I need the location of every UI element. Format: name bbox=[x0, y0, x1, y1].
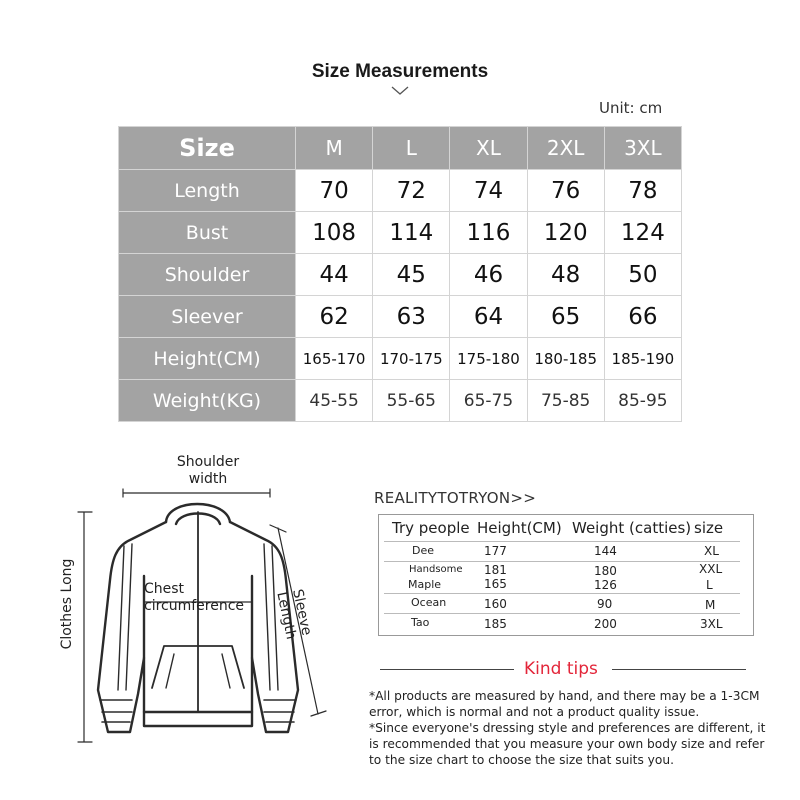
row-divider bbox=[384, 593, 740, 594]
shoulder-width-label: Shoulder width bbox=[176, 454, 240, 487]
table-cell: 72 bbox=[373, 170, 450, 212]
row-label-sleever: Sleever bbox=[119, 296, 296, 338]
tryon-weight: 180 bbox=[594, 564, 617, 578]
table-cell: 46 bbox=[450, 254, 527, 296]
tryon-name: Tao bbox=[411, 616, 430, 629]
table-cell: 65-75 bbox=[450, 380, 527, 422]
table-cell: 44 bbox=[296, 254, 373, 296]
tryon-height: 185 bbox=[484, 617, 507, 631]
tryon-weight: 126 bbox=[594, 578, 617, 592]
row-label-bust: Bust bbox=[119, 212, 296, 254]
row-label-weight: Weight(KG) bbox=[119, 380, 296, 422]
sleeve-length-label: Sleeve Length bbox=[273, 587, 315, 641]
tryon-size: XL bbox=[704, 544, 719, 558]
table-cell: 116 bbox=[450, 212, 527, 254]
table-cell: 66 bbox=[604, 296, 681, 338]
tryon-height: 165 bbox=[484, 577, 507, 591]
table-cell: 185-190 bbox=[604, 338, 681, 380]
table-cell: 65 bbox=[527, 296, 604, 338]
table-cell: 48 bbox=[527, 254, 604, 296]
shoulder-width-marker bbox=[123, 489, 270, 497]
row-label-shoulder: Shoulder bbox=[119, 254, 296, 296]
tryon-size: 3XL bbox=[700, 617, 723, 631]
chevron-down-icon bbox=[391, 86, 409, 96]
tryon-name: Maple bbox=[408, 578, 442, 591]
table-cell: 70 bbox=[296, 170, 373, 212]
table-cell: 45 bbox=[373, 254, 450, 296]
size-col-3xl: 3XL bbox=[604, 127, 681, 170]
tryon-header-size: size bbox=[694, 519, 724, 537]
tryon-name: Dee bbox=[412, 544, 435, 557]
table-cell: 108 bbox=[296, 212, 373, 254]
kind-tips-title: Kind tips bbox=[524, 659, 598, 679]
tryon-height: 181 bbox=[484, 563, 507, 577]
tryon-name: Handsome bbox=[409, 564, 463, 575]
table-cell: 114 bbox=[373, 212, 450, 254]
table-cell: 55-65 bbox=[373, 380, 450, 422]
tryon-weight: 200 bbox=[594, 617, 617, 631]
table-cell: 63 bbox=[373, 296, 450, 338]
table-cell: 45-55 bbox=[296, 380, 373, 422]
tryon-header-height: Height(CM) bbox=[477, 519, 562, 537]
clothes-long-label: Clothes Long bbox=[59, 558, 75, 650]
clothes-long-marker bbox=[78, 512, 92, 742]
size-header-row bbox=[119, 127, 682, 170]
tryon-header-weight: Weight (catties) bbox=[572, 519, 692, 537]
table-cell: 180-185 bbox=[527, 338, 604, 380]
kind-tips-text bbox=[369, 688, 769, 768]
table-cell: 165-170 bbox=[296, 338, 373, 380]
table-row bbox=[119, 296, 682, 338]
row-divider bbox=[384, 561, 740, 562]
row-label-length: Length bbox=[119, 170, 296, 212]
tryon-height: 160 bbox=[484, 597, 507, 611]
unit-label: Unit: cm bbox=[599, 99, 663, 117]
table-row bbox=[119, 170, 682, 212]
table-cell: 62 bbox=[296, 296, 373, 338]
tip-choose-size: *Since everyone's dressing style and preferences are different, it is recommended that you measure your own body size and refer to the size chart to choose the size that suits you. bbox=[369, 721, 766, 767]
tryon-size: XXL bbox=[699, 562, 723, 576]
tryon-size: M bbox=[705, 598, 716, 612]
table-cell: 74 bbox=[450, 170, 527, 212]
tryon-height: 177 bbox=[484, 544, 507, 558]
tips-divider-right bbox=[612, 669, 746, 670]
tryon-header-people: Try people bbox=[392, 519, 470, 537]
size-table bbox=[118, 126, 682, 422]
table-row bbox=[119, 254, 682, 296]
size-col-xl: XL bbox=[450, 127, 527, 170]
row-divider bbox=[384, 613, 740, 614]
table-cell: 50 bbox=[604, 254, 681, 296]
brand-title: REALITYTOTRYON>> bbox=[374, 489, 537, 507]
table-cell: 64 bbox=[450, 296, 527, 338]
tryon-size: L bbox=[706, 578, 713, 592]
chest-circumference-label: Chest circumference bbox=[144, 581, 245, 614]
size-header-label: Size bbox=[119, 127, 296, 170]
table-cell: 76 bbox=[527, 170, 604, 212]
row-label-height: Height(CM) bbox=[119, 338, 296, 380]
page-title: Size Measurements bbox=[311, 61, 489, 82]
size-col-2xl: 2XL bbox=[527, 127, 604, 170]
size-col-m: M bbox=[296, 127, 373, 170]
table-row bbox=[119, 380, 682, 422]
table-cell: 124 bbox=[604, 212, 681, 254]
tryon-weight: 144 bbox=[594, 544, 617, 558]
tryon-weight: 90 bbox=[597, 597, 613, 611]
table-cell: 85-95 bbox=[604, 380, 681, 422]
table-cell: 78 bbox=[604, 170, 681, 212]
tip-measurement-error: *All products are measured by hand, and there may be a 1-3CM error, which is normal and not a product quality issue. bbox=[369, 689, 760, 719]
tips-divider-left bbox=[380, 669, 514, 670]
table-row bbox=[119, 338, 682, 380]
tryon-name: Ocean bbox=[411, 596, 447, 609]
table-cell: 120 bbox=[527, 212, 604, 254]
table-cell: 175-180 bbox=[450, 338, 527, 380]
table-row bbox=[119, 212, 682, 254]
table-cell: 75-85 bbox=[527, 380, 604, 422]
row-divider bbox=[384, 541, 740, 542]
table-cell: 170-175 bbox=[373, 338, 450, 380]
size-col-l: L bbox=[373, 127, 450, 170]
